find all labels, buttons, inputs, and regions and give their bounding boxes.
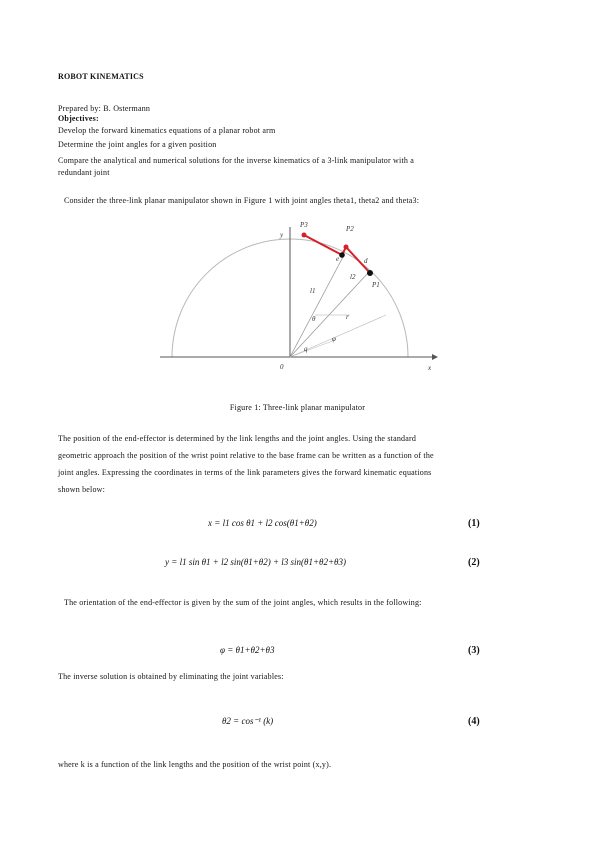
- joint: [344, 245, 349, 250]
- body-text: geometric approach the position of the wrist point relative to the base frame can be written as a function of the: [58, 451, 434, 460]
- objective-item: Develop the forward kinematics equations of a planar robot arm: [58, 126, 276, 135]
- author-line: Prepared by: B. Ostermann: [58, 104, 151, 113]
- body-text: The inverse solution is obtained by eliminating the joint variables:: [58, 672, 284, 681]
- label-x-axis: x: [428, 364, 432, 372]
- objective-item: redundant joint: [58, 168, 110, 177]
- objective-item: Determine the joint angles for a given position: [58, 140, 217, 149]
- label-phi: φ: [332, 335, 336, 343]
- label-p3: P3: [300, 221, 308, 229]
- label-theta: θ: [312, 315, 316, 323]
- construction-line: [290, 255, 344, 357]
- body-text: where k is a function of the link lengths and the position of the wrist point (x,y).: [58, 760, 332, 769]
- body-text: The orientation of the end-effector is given by the sum of the joint angles, which results in the following:: [64, 598, 422, 607]
- label-origin: 0: [280, 363, 284, 371]
- joint-p1: [367, 270, 373, 276]
- equation-number: (2): [468, 557, 480, 568]
- manipulator-figure: [150, 215, 450, 380]
- equation-1: x = l1 cos θ1 + l2 cos(θ1+θ2): [208, 518, 317, 528]
- label-l2: l2: [350, 273, 356, 281]
- label-q: q: [304, 345, 308, 353]
- construction-line: [290, 340, 335, 357]
- x-axis-arrow-icon: [432, 354, 438, 360]
- joint-p2: [339, 252, 345, 258]
- equation-number: (3): [468, 645, 480, 656]
- manipulator-links: [304, 235, 370, 273]
- label-e: e: [336, 255, 340, 263]
- label-r: r: [346, 313, 349, 321]
- objective-item: Compare the analytical and numerical solutions for the inverse kinematics of a 3-link manipulator with a: [58, 156, 415, 165]
- equation-3: φ = θ1+θ2+θ3: [220, 645, 275, 655]
- document-title: ROBOT KINEMATICS: [58, 72, 144, 81]
- intro-lead: Consider the three-link planar manipulator shown in Figure 1 with joint angles theta1, theta2 and theta3:: [64, 196, 420, 205]
- label-d: d: [364, 257, 368, 265]
- equation-number: (4): [468, 716, 480, 727]
- equation-2: y = l1 sin θ1 + l2 sin(θ1+θ2) + l3 sin(θ1+θ2+θ3): [165, 557, 346, 567]
- label-p2: P2: [346, 225, 354, 233]
- objectives-label: Objectives:: [58, 114, 99, 123]
- body-text: shown below:: [58, 485, 106, 494]
- equation-number: (1): [468, 518, 480, 529]
- equation-4: θ2 = cos⁻¹ (k): [222, 716, 274, 726]
- joint-p3: [302, 233, 307, 238]
- label-p1: P1: [372, 281, 380, 289]
- body-text: joint angles. Expressing the coordinates in terms of the link parameters gives the forward kinematic equations: [58, 468, 432, 477]
- body-text: The position of the end-effector is determined by the link lengths and the joint angles. Using the standard: [58, 434, 417, 443]
- label-l1: l1: [310, 287, 316, 295]
- figure-caption: Figure 1: Three-link planar manipulator: [229, 403, 366, 412]
- label-y-axis: y: [280, 231, 284, 239]
